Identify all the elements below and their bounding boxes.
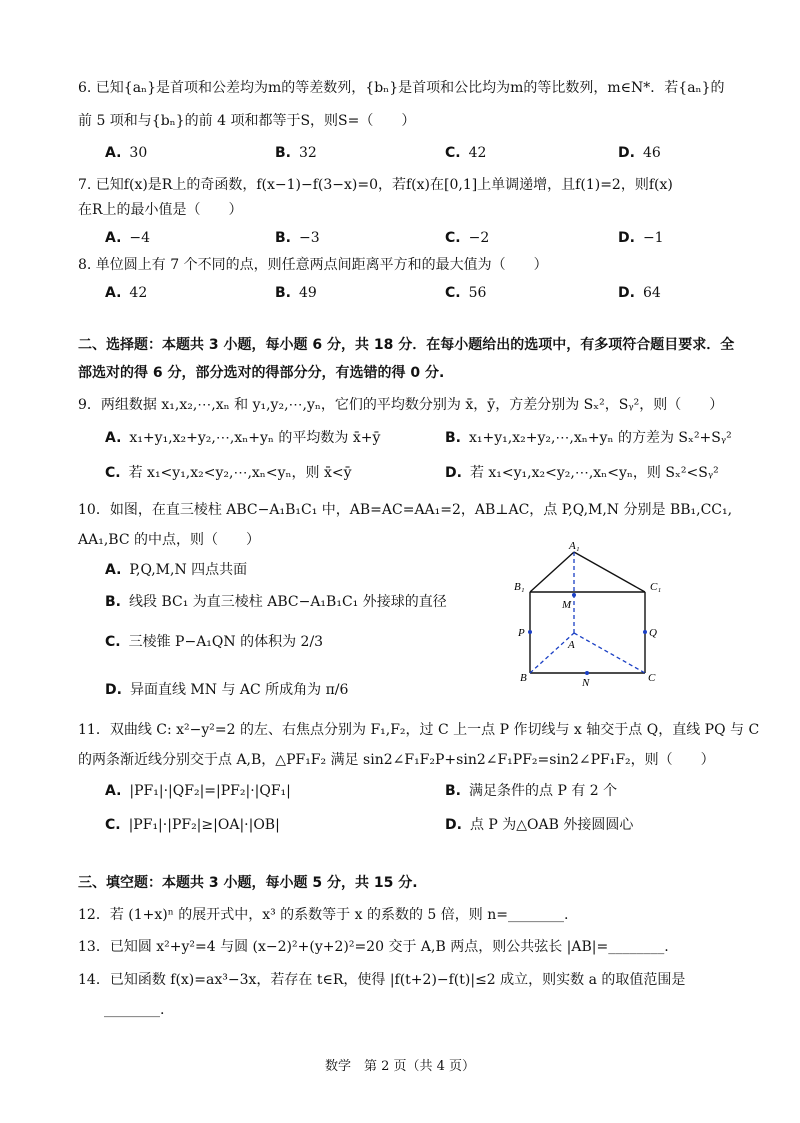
label-c1: C₁: [650, 581, 662, 593]
q10-option-d[interactable]: D. 异面直线 MN 与 AC 所成角为 π/6: [105, 682, 349, 698]
q13-stem: 13．已知圆 x²+y²=4 与圆 (x−2)²+(y+2)²=20 交于 A,B 两点，则公共弦长 |AB|=________.: [78, 939, 669, 955]
q12-stem: 12．若 (1+x)ⁿ 的展开式中，x³ 的系数等于 x 的系数的 5 倍，则 n=________.: [78, 907, 569, 923]
label-c: C: [648, 672, 656, 684]
q11-option-b[interactable]: B. 满足条件的点 P 有 2 个: [445, 783, 618, 799]
q7-option-a[interactable]: A. −4: [105, 230, 151, 246]
section3-heading: 三、填空题：本题共 3 小题，每小题 5 分，共 15 分.: [78, 875, 418, 891]
q6-stem-line2: 前 5 项和与{bₙ}的前 4 项和都等于S，则S=（ ）: [78, 113, 416, 129]
q9-option-a[interactable]: A. x₁+y₁,x₂+y₂,⋯,xₙ+yₙ 的平均数为 x̄+ȳ: [105, 430, 381, 446]
prism-figure: [500, 540, 670, 690]
label-m: M: [562, 599, 572, 611]
q6-stem-line1: 6. 已知{aₙ}是首项和公差均为m的等差数列，{bₙ}是首项和公比均为m的等比数列，m∈N*．若{aₙ}的: [78, 80, 725, 96]
label-b: B: [520, 672, 527, 684]
q6-option-c[interactable]: C. 42: [445, 145, 487, 161]
q10-stem-line2: AA₁,BC 的中点，则（ ）: [78, 532, 260, 548]
q7-option-c[interactable]: C. −2: [445, 230, 490, 246]
q14-stem-line1: 14．已知函数 f(x)=ax³−3x，若存在 t∈R，使得 |f(t+2)−f(t)|≤2 成立，则实数 a 的取值范围是: [78, 972, 686, 988]
q10-option-a[interactable]: A. P,Q,M,N 四点共面: [105, 562, 248, 578]
label-q: Q: [649, 627, 657, 639]
q9-option-d[interactable]: D. 若 x₁<y₁,x₂<y₂,⋯,xₙ<yₙ，则 Sₓ²<Sᵧ²: [445, 465, 719, 481]
point-m: [572, 593, 576, 597]
q9-option-c[interactable]: C. 若 x₁<y₁,x₂<y₂,⋯,xₙ<yₙ，则 x̄<ȳ: [105, 465, 352, 481]
q10-option-c[interactable]: C. 三棱锥 P−A₁QN 的体积为 2/3: [105, 634, 324, 650]
q6-option-b[interactable]: B. 32: [275, 145, 317, 161]
q11-stem-line1: 11．双曲线 C: x²−y²=2 的左、右焦点分别为 F₁,F₂，过 C 上一点 P 作切线与 x 轴交于点 Q，直线 PQ 与 C: [78, 722, 760, 738]
q8-option-a[interactable]: A. 42: [105, 285, 148, 301]
label-b1: B₁: [514, 581, 525, 593]
q11-option-a[interactable]: A. |PF₁|·|QF₂|=|PF₂|·|QF₁|: [105, 783, 291, 799]
q7-stem-line1: 7. 已知f(x)是R上的奇函数，f(x−1)−f(3−x)=0，若f(x)在[0,1]上单调递增，且f(1)=2，则f(x): [78, 177, 673, 193]
point-p: [528, 630, 532, 634]
label-a: A: [568, 639, 575, 651]
q11-option-c[interactable]: C. |PF₁|·|PF₂|≥|OA|·|OB|: [105, 817, 280, 833]
label-a1: A₁: [569, 540, 580, 552]
label-n: N: [582, 677, 590, 689]
point-q: [643, 630, 647, 634]
q11-stem-line2: 的两条渐近线分别交于点 A,B，△PF₁F₂ 满足 sin2∠F₁F₂P+sin2∠F₁PF₂=sin2∠PF₁F₂，则（ ）: [78, 752, 715, 768]
q10-stem-line1: 10．如图，在直三棱柱 ABC−A₁B₁C₁ 中，AB=AC=AA₁=2，AB⊥AC，点 P,Q,M,N 分别是 BB₁,CC₁,: [78, 502, 733, 518]
q8-stem: 8. 单位圆上有 7 个不同的点，则任意两点间距离平方和的最大值为（ ）: [78, 257, 548, 273]
q14-stem-line2: ________.: [104, 1002, 165, 1018]
q7-stem-line2: 在R上的最小值是（ ）: [78, 202, 243, 218]
q6-option-d[interactable]: D. 46: [618, 145, 661, 161]
q10-option-b[interactable]: B. 线段 BC₁ 为直三棱柱 ABC−A₁B₁C₁ 外接球的直径: [105, 594, 447, 610]
q8-option-c[interactable]: C. 56: [445, 285, 487, 301]
q8-option-b[interactable]: B. 49: [275, 285, 317, 301]
point-n: [585, 671, 589, 675]
q7-option-b[interactable]: B. −3: [275, 230, 320, 246]
page-footer: 数学 第 2 页（共 4 页）: [324, 1059, 476, 1074]
q9-option-b[interactable]: B. x₁+y₁,x₂+y₂,⋯,xₙ+yₙ 的方差为 Sₓ²+Sᵧ²: [445, 430, 732, 446]
q8-option-d[interactable]: D. 64: [618, 285, 661, 301]
q9-stem: 9．两组数据 x₁,x₂,⋯,xₙ 和 y₁,y₂,⋯,yₙ，它们的平均数分别为 x̄，ȳ，方差分别为 Sₓ²，Sᵧ²，则（ ）: [78, 397, 724, 413]
q7-option-d[interactable]: D. −1: [618, 230, 664, 246]
section2-heading-line1: 二、选择题：本题共 3 小题，每小题 6 分，共 18 分．在每小题给出的选项中，有多项符合题目要求．全: [78, 337, 735, 353]
section2-heading-line2: 部选对的得 6 分，部分选对的得部分分，有选错的得 0 分.: [78, 365, 445, 381]
q11-option-d[interactable]: D. 点 P 为△OAB 外接圆圆心: [445, 817, 634, 833]
label-p: P: [518, 627, 525, 639]
q6-option-a[interactable]: A. 30: [105, 145, 148, 161]
